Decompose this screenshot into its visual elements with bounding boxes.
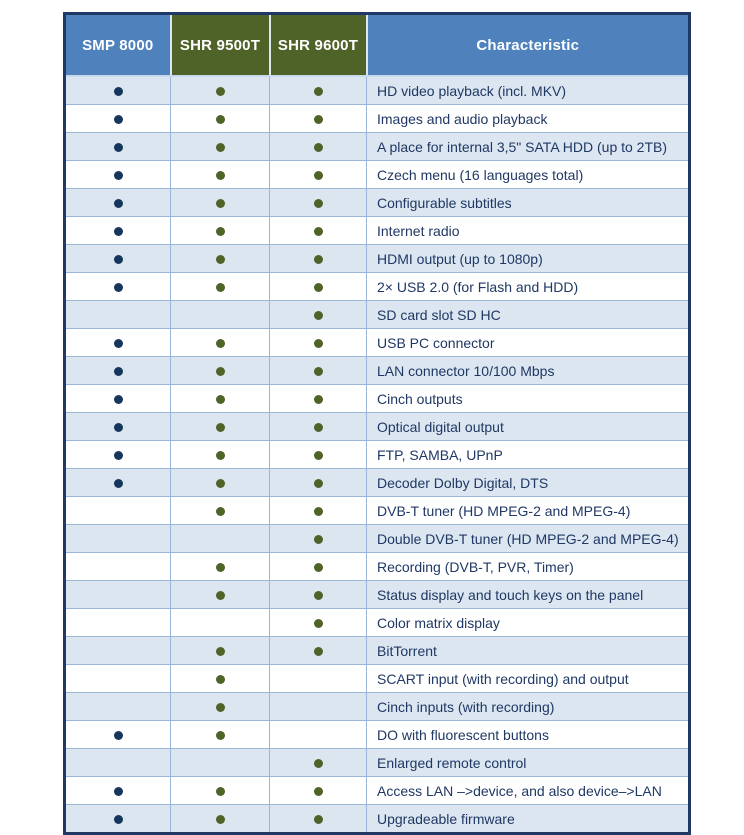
bullet-dot-icon — [114, 451, 123, 460]
bullet-dot-icon — [114, 731, 123, 740]
cell-smp8000 — [65, 749, 171, 777]
bullet-dot-icon — [216, 283, 225, 292]
cell-smp8000 — [65, 525, 171, 553]
cell-shr9600t — [270, 665, 367, 693]
cell-shr9500t — [171, 805, 270, 834]
bullet-dot-icon — [216, 395, 225, 404]
table-row — [65, 441, 690, 469]
characteristic-cell: Access LAN –>device, and also device–>LAN — [367, 777, 690, 805]
characteristic-cell: Optical digital output — [367, 413, 690, 441]
cell-shr9600t — [270, 553, 367, 581]
bullet-dot-icon — [314, 563, 323, 572]
table-row — [65, 637, 690, 665]
bullet-dot-icon — [114, 479, 123, 488]
characteristic-cell: DVB-T tuner (HD MPEG-2 and MPEG-4) — [367, 497, 690, 525]
bullet-dot-icon — [216, 115, 225, 124]
cell-shr9600t — [270, 385, 367, 413]
cell-smp8000 — [65, 76, 171, 105]
cell-smp8000 — [65, 777, 171, 805]
table-row — [65, 133, 690, 161]
table-row — [65, 469, 690, 497]
characteristic-cell: Recording (DVB-T, PVR, Timer) — [367, 553, 690, 581]
bullet-dot-icon — [314, 143, 323, 152]
cell-shr9600t — [270, 497, 367, 525]
cell-smp8000 — [65, 413, 171, 441]
cell-shr9500t — [171, 581, 270, 609]
bullet-dot-icon — [314, 115, 323, 124]
table-row — [65, 581, 690, 609]
bullet-dot-icon — [114, 423, 123, 432]
table-row — [65, 553, 690, 581]
characteristic-cell: HDMI output (up to 1080p) — [367, 245, 690, 273]
characteristic-cell: USB PC connector — [367, 329, 690, 357]
table-row — [65, 665, 690, 693]
cell-shr9600t — [270, 76, 367, 105]
bullet-dot-icon — [216, 339, 225, 348]
bullet-dot-icon — [314, 367, 323, 376]
characteristic-cell: Enlarged remote control — [367, 749, 690, 777]
cell-shr9600t — [270, 693, 367, 721]
cell-shr9500t — [171, 385, 270, 413]
bullet-dot-icon — [216, 815, 225, 824]
table-row — [65, 609, 690, 637]
cell-smp8000 — [65, 385, 171, 413]
column-header-shr-9500t: SHR 9500T — [171, 14, 270, 77]
characteristic-cell: HD video playback (incl. MKV) — [367, 76, 690, 105]
cell-smp8000 — [65, 329, 171, 357]
bullet-dot-icon — [314, 647, 323, 656]
bullet-dot-icon — [314, 395, 323, 404]
bullet-dot-icon — [216, 143, 225, 152]
bullet-dot-icon — [216, 227, 225, 236]
bullet-dot-icon — [216, 787, 225, 796]
table-row — [65, 805, 690, 834]
bullet-dot-icon — [114, 367, 123, 376]
header-row — [65, 14, 690, 77]
bullet-dot-icon — [314, 171, 323, 180]
bullet-dot-icon — [114, 199, 123, 208]
table-row — [65, 76, 690, 105]
bullet-dot-icon — [216, 423, 225, 432]
cell-shr9500t — [171, 245, 270, 273]
bullet-dot-icon — [314, 311, 323, 320]
cell-smp8000 — [65, 357, 171, 385]
bullet-dot-icon — [216, 171, 225, 180]
bullet-dot-icon — [216, 479, 225, 488]
table-row — [65, 749, 690, 777]
cell-shr9600t — [270, 469, 367, 497]
cell-smp8000 — [65, 245, 171, 273]
characteristic-cell: Status display and touch keys on the panel — [367, 581, 690, 609]
bullet-dot-icon — [114, 171, 123, 180]
characteristic-cell: BitTorrent — [367, 637, 690, 665]
comparison-table-container — [63, 12, 691, 835]
cell-shr9500t — [171, 217, 270, 245]
characteristic-cell: Double DVB-T tuner (HD MPEG-2 and MPEG-4) — [367, 525, 690, 553]
characteristic-cell: Internet radio — [367, 217, 690, 245]
characteristic-cell: Cinch inputs (with recording) — [367, 693, 690, 721]
bullet-dot-icon — [314, 759, 323, 768]
table-row — [65, 721, 690, 749]
cell-shr9600t — [270, 301, 367, 329]
bullet-dot-icon — [216, 87, 225, 96]
cell-shr9500t — [171, 105, 270, 133]
column-header-shr-9600t: SHR 9600T — [270, 14, 367, 77]
bullet-dot-icon — [216, 703, 225, 712]
cell-shr9500t — [171, 553, 270, 581]
bullet-dot-icon — [314, 227, 323, 236]
characteristic-cell: DO with fluorescent buttons — [367, 721, 690, 749]
bullet-dot-icon — [114, 115, 123, 124]
cell-shr9500t — [171, 721, 270, 749]
bullet-dot-icon — [114, 283, 123, 292]
cell-shr9600t — [270, 441, 367, 469]
cell-shr9500t — [171, 469, 270, 497]
cell-shr9500t — [171, 693, 270, 721]
column-header-smp-8000: SMP 8000 — [65, 14, 171, 77]
bullet-dot-icon — [216, 731, 225, 740]
cell-shr9600t — [270, 525, 367, 553]
bullet-dot-icon — [314, 507, 323, 516]
cell-smp8000 — [65, 441, 171, 469]
table-row — [65, 217, 690, 245]
cell-smp8000 — [65, 665, 171, 693]
cell-shr9500t — [171, 497, 270, 525]
cell-smp8000 — [65, 693, 171, 721]
characteristic-cell: SD card slot SD HC — [367, 301, 690, 329]
table-row — [65, 329, 690, 357]
characteristic-cell: Configurable subtitles — [367, 189, 690, 217]
cell-smp8000 — [65, 217, 171, 245]
bullet-dot-icon — [314, 87, 323, 96]
cell-shr9600t — [270, 609, 367, 637]
table-row — [65, 105, 690, 133]
table-row — [65, 189, 690, 217]
bullet-dot-icon — [216, 199, 225, 208]
cell-shr9500t — [171, 525, 270, 553]
characteristic-cell: Upgradeable firmware — [367, 805, 690, 834]
cell-shr9600t — [270, 749, 367, 777]
cell-smp8000 — [65, 105, 171, 133]
characteristic-cell: Czech menu (16 languages total) — [367, 161, 690, 189]
bullet-dot-icon — [114, 255, 123, 264]
cell-smp8000 — [65, 497, 171, 525]
bullet-dot-icon — [314, 451, 323, 460]
cell-smp8000 — [65, 469, 171, 497]
bullet-dot-icon — [216, 563, 225, 572]
cell-smp8000 — [65, 609, 171, 637]
bullet-dot-icon — [216, 675, 225, 684]
characteristic-cell: LAN connector 10/100 Mbps — [367, 357, 690, 385]
bullet-dot-icon — [114, 787, 123, 796]
cell-shr9500t — [171, 273, 270, 301]
bullet-dot-icon — [314, 339, 323, 348]
comparison-table — [63, 12, 691, 835]
table-row — [65, 497, 690, 525]
bullet-dot-icon — [314, 479, 323, 488]
bullet-dot-icon — [314, 619, 323, 628]
table-row — [65, 385, 690, 413]
cell-shr9500t — [171, 301, 270, 329]
cell-shr9600t — [270, 133, 367, 161]
cell-shr9500t — [171, 749, 270, 777]
cell-shr9600t — [270, 637, 367, 665]
cell-smp8000 — [65, 805, 171, 834]
table-row — [65, 413, 690, 441]
bullet-dot-icon — [114, 227, 123, 236]
bullet-dot-icon — [216, 451, 225, 460]
bullet-dot-icon — [314, 283, 323, 292]
cell-shr9600t — [270, 105, 367, 133]
bullet-dot-icon — [216, 647, 225, 656]
cell-shr9600t — [270, 581, 367, 609]
bullet-dot-icon — [114, 395, 123, 404]
cell-smp8000 — [65, 553, 171, 581]
cell-shr9600t — [270, 273, 367, 301]
cell-shr9500t — [171, 189, 270, 217]
characteristic-cell: A place for internal 3,5" SATA HDD (up to 2TB) — [367, 133, 690, 161]
cell-shr9600t — [270, 329, 367, 357]
cell-shr9600t — [270, 721, 367, 749]
cell-smp8000 — [65, 133, 171, 161]
bullet-dot-icon — [216, 367, 225, 376]
cell-smp8000 — [65, 637, 171, 665]
bullet-dot-icon — [114, 815, 123, 824]
characteristic-cell: Images and audio playback — [367, 105, 690, 133]
table-row — [65, 245, 690, 273]
table-row — [65, 357, 690, 385]
characteristic-cell: Decoder Dolby Digital, DTS — [367, 469, 690, 497]
cell-smp8000 — [65, 581, 171, 609]
cell-shr9500t — [171, 637, 270, 665]
cell-shr9600t — [270, 189, 367, 217]
cell-shr9600t — [270, 217, 367, 245]
table-row — [65, 273, 690, 301]
cell-shr9500t — [171, 76, 270, 105]
cell-shr9500t — [171, 161, 270, 189]
cell-shr9600t — [270, 777, 367, 805]
cell-shr9500t — [171, 329, 270, 357]
bullet-dot-icon — [114, 339, 123, 348]
cell-shr9500t — [171, 777, 270, 805]
bullet-dot-icon — [314, 535, 323, 544]
cell-shr9600t — [270, 245, 367, 273]
cell-shr9500t — [171, 413, 270, 441]
bullet-dot-icon — [114, 143, 123, 152]
cell-shr9600t — [270, 413, 367, 441]
characteristic-cell: Cinch outputs — [367, 385, 690, 413]
bullet-dot-icon — [314, 815, 323, 824]
table-row — [65, 525, 690, 553]
bullet-dot-icon — [216, 255, 225, 264]
comparison-table-body — [65, 76, 690, 834]
cell-smp8000 — [65, 273, 171, 301]
table-row — [65, 301, 690, 329]
bullet-dot-icon — [216, 591, 225, 600]
characteristic-cell: 2× USB 2.0 (for Flash and HDD) — [367, 273, 690, 301]
characteristic-cell: Color matrix display — [367, 609, 690, 637]
bullet-dot-icon — [114, 87, 123, 96]
cell-shr9600t — [270, 161, 367, 189]
cell-shr9600t — [270, 805, 367, 834]
cell-shr9500t — [171, 609, 270, 637]
column-header-characteristic: Characteristic — [367, 14, 690, 77]
bullet-dot-icon — [314, 787, 323, 796]
cell-smp8000 — [65, 189, 171, 217]
table-header — [65, 14, 690, 77]
table-row — [65, 693, 690, 721]
cell-shr9600t — [270, 357, 367, 385]
table-row — [65, 777, 690, 805]
bullet-dot-icon — [314, 423, 323, 432]
cell-smp8000 — [65, 301, 171, 329]
cell-shr9500t — [171, 357, 270, 385]
cell-smp8000 — [65, 721, 171, 749]
cell-shr9500t — [171, 133, 270, 161]
cell-smp8000 — [65, 161, 171, 189]
characteristic-cell: SCART input (with recording) and output — [367, 665, 690, 693]
cell-shr9500t — [171, 665, 270, 693]
table-row — [65, 161, 690, 189]
bullet-dot-icon — [216, 507, 225, 516]
bullet-dot-icon — [314, 255, 323, 264]
bullet-dot-icon — [314, 199, 323, 208]
bullet-dot-icon — [314, 591, 323, 600]
cell-shr9500t — [171, 441, 270, 469]
characteristic-cell: FTP, SAMBA, UPnP — [367, 441, 690, 469]
